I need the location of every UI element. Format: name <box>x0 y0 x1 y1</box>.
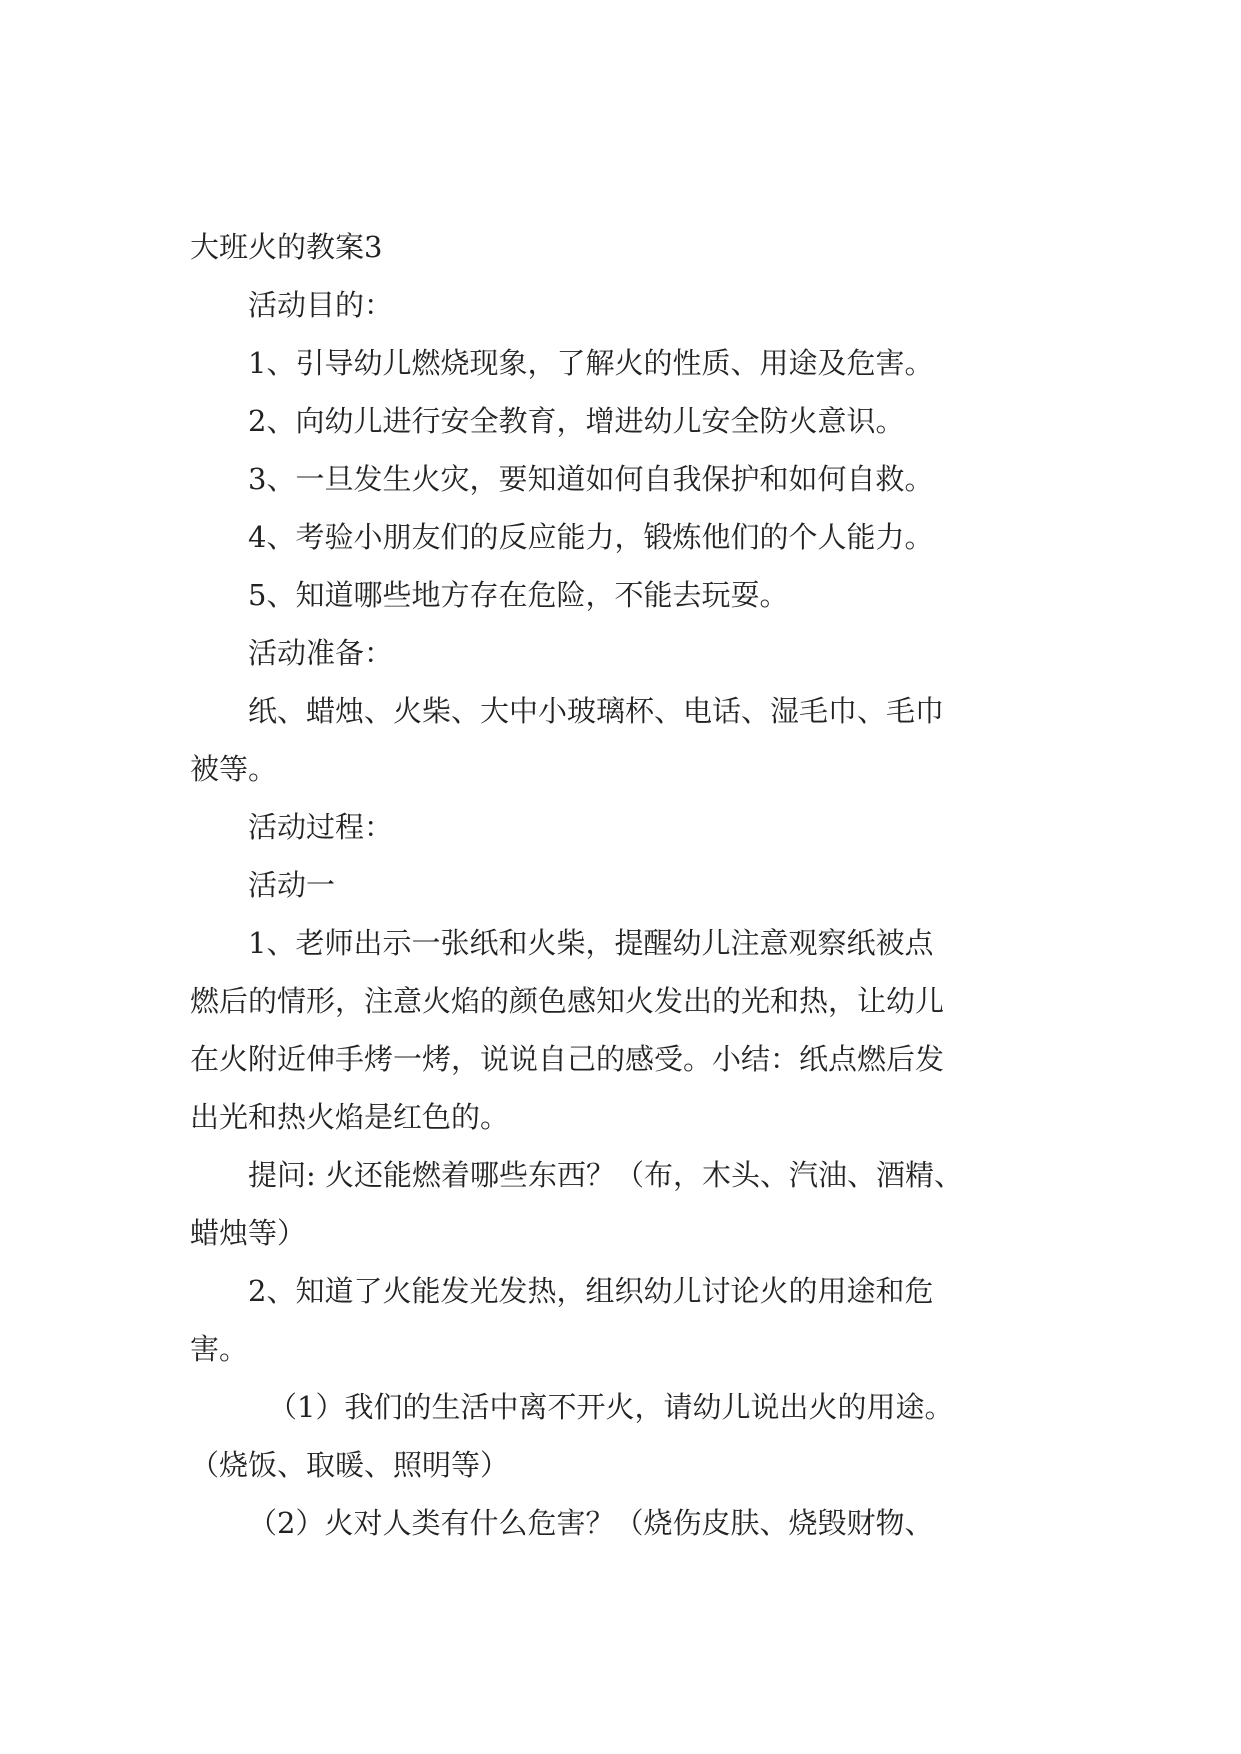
document-title: 大班火的教案3 <box>190 230 383 264</box>
sub-item-1-line-1: （1）我们的生活中离不开火，请幼儿说出火的用途。 <box>268 1390 954 1424</box>
activity-one-paragraph-line-1: 1、老师出示一张纸和火柴，提醒幼儿注意观察纸被点 <box>248 926 934 960</box>
sub-item-2-line-1: （2）火对人类有什么危害？（烧伤皮肤、烧毁财物、 <box>248 1506 934 1540</box>
goal-item-4: 4、考验小朋友们的反应能力，锻炼他们的个人能力。 <box>248 520 934 554</box>
question-line-1: 提问: 火还能燃着哪些东西？（布，木头、汽油、酒精、 <box>248 1158 963 1192</box>
goal-item-5: 5、知道哪些地方存在危险，不能去玩耍。 <box>248 578 789 612</box>
goal-item-3: 3、一旦发生火灾，要知道如何自我保护和如何自救。 <box>248 462 934 496</box>
question-line-2: 蜡烛等） <box>190 1216 307 1250</box>
preparation-line-1: 纸、蜡烛、火柴、大中小玻璃杯、电话、湿毛巾、毛巾 <box>248 694 945 728</box>
activity-one-paragraph-line-3: 在火附近伸手烤一烤，说说自己的感受。小结：纸点燃后发 <box>190 1042 945 1076</box>
activity-one-paragraph-line-2: 燃后的情形，注意火焰的颜色感知火发出的光和热，让幼儿 <box>190 984 945 1018</box>
sub-item-1-line-2: （烧饭、取暖、照明等） <box>190 1448 510 1482</box>
goal-item-2: 2、向幼儿进行安全教育，增进幼儿安全防火意识。 <box>248 404 905 438</box>
section-heading-goals: 活动目的： <box>248 288 394 322</box>
section-heading-preparation: 活动准备： <box>248 636 394 670</box>
section-heading-process: 活动过程： <box>248 810 394 844</box>
discussion-line-2: 害。 <box>190 1332 249 1366</box>
document-body <box>190 218 1062 1552</box>
preparation-line-2: 被等。 <box>190 752 278 786</box>
discussion-line-1: 2、知道了火能发光发热，组织幼儿讨论火的用途和危 <box>248 1274 934 1308</box>
activity-one-paragraph-line-4: 出光和热火焰是红色的。 <box>190 1100 510 1134</box>
activity-one-heading: 活动一 <box>248 868 336 902</box>
goal-item-1: 1、引导幼儿燃烧现象，了解火的性质、用途及危害。 <box>248 346 934 380</box>
